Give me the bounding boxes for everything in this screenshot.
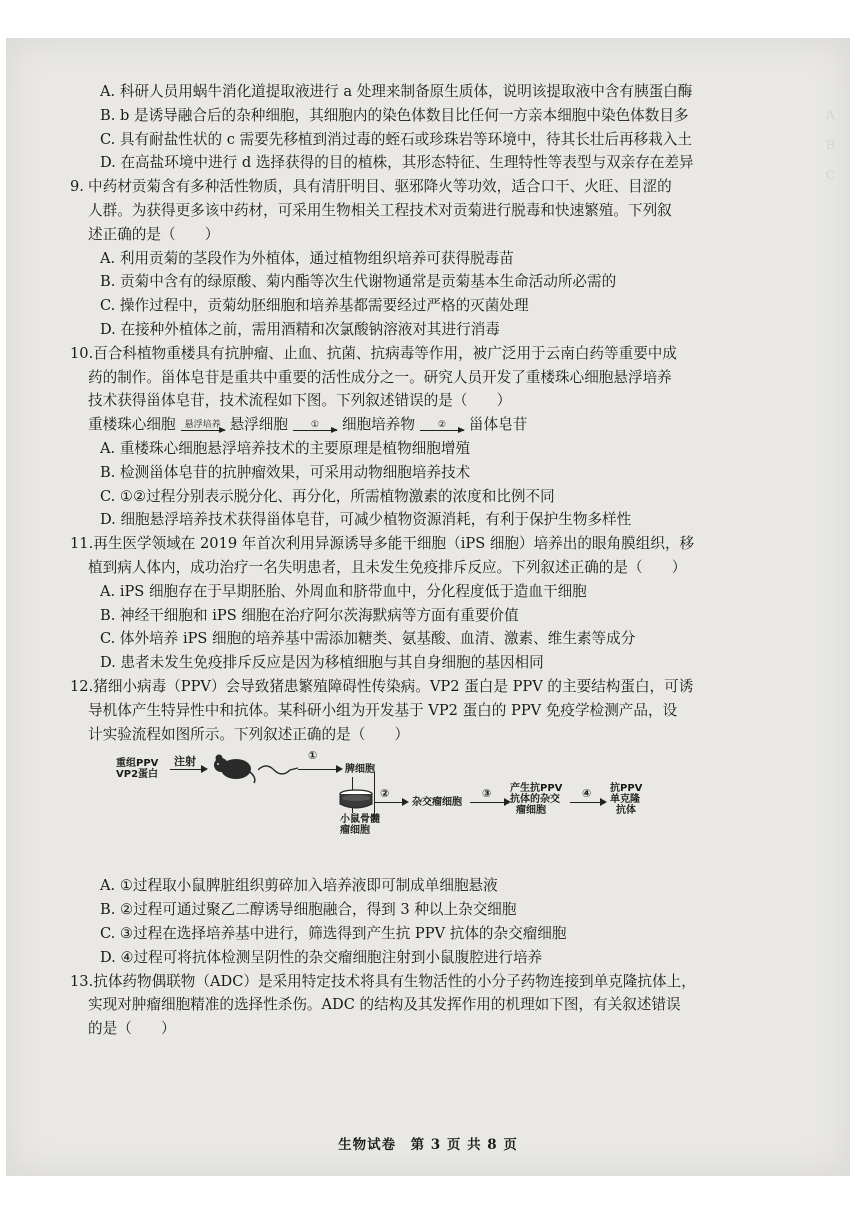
step-1-arrow	[298, 769, 338, 770]
q12-stem-line-2: 导机体产生特异性中和抗体。某科研小组为开发基于 VP2 蛋白的 PPV 免疫学检测产品，设	[88, 701, 678, 719]
wavy-line-icon	[258, 762, 298, 776]
q11-number: 11.	[70, 535, 94, 553]
q9-number: 9.	[70, 178, 84, 196]
question-content	[70, 80, 770, 1041]
step-4-arrow	[570, 802, 602, 803]
anti-ppv-hybridoma-3: 瘤细胞	[516, 805, 546, 817]
bleed-through-mark: B	[826, 138, 835, 152]
q9-stem-line-1	[70, 175, 770, 199]
q13-stem-line-1	[70, 970, 770, 994]
monoclonal-label-1: 抗PPV	[610, 783, 643, 795]
q12-stem-line-3: 计实验流程如图所示。下列叙述正确的是（ ）	[88, 725, 410, 743]
q10-process-flow	[70, 413, 770, 437]
step-2-label: ②	[380, 787, 390, 801]
step-1-label: ①	[308, 749, 318, 763]
exam-page	[6, 38, 850, 1176]
flow-step-4: 甾体皂苷	[468, 416, 528, 434]
q12-option-d: D. ④过程可将抗体检测呈阴性的杂交瘤细胞注射到小鼠腹腔进行培养	[100, 948, 543, 966]
bleed-through-mark: C	[826, 168, 836, 182]
monoclonal-label-2: 单克隆	[610, 794, 640, 806]
diagram-inject-label: 注射	[174, 755, 196, 769]
q13-number: 13.	[70, 972, 94, 990]
arrow-head-icon	[336, 765, 343, 773]
q10-number: 10.	[70, 344, 94, 362]
q9-option-a: A. 利用贡菊的茎段作为外植体，通过植物组织培养可获得脱毒苗	[100, 249, 514, 267]
arrow-icon	[420, 430, 464, 431]
diagram-antigen-label-2: VP2蛋白	[116, 769, 159, 781]
myeloma-label-2: 瘤细胞	[340, 825, 370, 837]
q11-option-c: C. 体外培养 iPS 细胞的培养基中需添加糖类、氨基酸、血清、激素、维生素等成分	[100, 630, 636, 648]
q11-option-d: D. 患者未发生免疫排斥反应是因为移植细胞与其自身细胞的基因相同	[100, 654, 544, 672]
myeloma-label-1: 小鼠骨髓	[340, 814, 380, 826]
q10-stem-text: 百合科植物重楼具有抗肿瘤、止血、抗菌、抗病毒等作用，被广泛用于云南白药等重要中成	[93, 344, 677, 362]
arrow-head-icon	[600, 798, 607, 806]
q9-stem-text: 中药材贡菊含有多种活性物质，具有清肝明目、驱邪降火等功效，适合口干、火旺、目涩的	[88, 178, 672, 196]
monoclonal-label-3: 抗体	[616, 805, 636, 817]
flow-arrow-2	[293, 420, 337, 431]
q11-stem-text: 再生医学领域在 2019 年首次利用异源诱导多能干细胞（iPS 细胞）培养出的眼角膜组织，移	[93, 535, 695, 553]
q13-stem-text: 抗体药物偶联物（ADC）是采用特定技术将具有生物活性的小分子药物连接到单克隆抗体上，	[93, 972, 696, 990]
q12-stem-text: 猪细小病毒（PPV）会导致猪患繁殖障碍性传染病。VP2 蛋白是 PPV 的主要结构蛋白，可诱	[93, 677, 694, 695]
step-3-arrow	[470, 802, 506, 803]
arrow-icon	[181, 430, 225, 431]
flow-step-2: 悬浮细胞	[229, 416, 288, 434]
step-2-arrow	[374, 802, 404, 803]
q10-option-a: A. 重楼珠心细胞悬浮培养技术的主要原理是植物细胞增殖	[100, 439, 471, 457]
q8-option-a: A. 科研人员用蜗牛消化道提取液进行 a 处理来制备原生质体，说明该提取液中含有胰蛋白酶	[100, 83, 693, 100]
arrow-icon	[293, 430, 337, 431]
q10-stem-line-3: 技术获得甾体皂苷，技术流程如下图。下列叙述错误的是（ ）	[88, 392, 512, 410]
q9-stem-line-3: 述正确的是（ ）	[88, 225, 220, 243]
q10-stem-line-1	[70, 342, 770, 366]
q11-option-a: A. iPS 细胞存在于早期胚胎、外周血和脐带血中，分化程度低于造血干细胞	[100, 582, 587, 600]
q13-stem-line-2: 实现对肿瘤细胞精准的选择性杀伤。ADC 的结构及其发挥作用的机理如下图，有关叙述错误	[88, 996, 681, 1014]
flow-step-3: 细胞培养物	[341, 416, 415, 434]
q9-option-d: D. 在接种外植体之前，需用酒精和次氯酸钠溶液对其进行消毒	[100, 320, 500, 338]
culture-dish-icon	[338, 788, 374, 812]
arrow-head-icon	[201, 765, 208, 773]
q11-stem-line-2: 植到病人体内，成功治疗一名失明患者，且未发生免疫排斥反应。下列叙述正确的是（ ）	[88, 558, 687, 576]
bleed-through-mark: A	[826, 108, 835, 122]
page-footer: 生物试卷 第 3 页 共 8 页	[338, 1137, 518, 1153]
hybridoma-label: 杂交瘤细胞	[412, 797, 462, 809]
flow-arrow-2-label: ①	[310, 419, 319, 430]
arrow-head-icon	[402, 798, 409, 806]
step-3-label: ③	[482, 787, 492, 801]
anti-ppv-hybridoma-1: 产生抗PPV	[510, 783, 563, 795]
q12-option-a: A. ①过程取小鼠脾脏组织剪碎加入培养液即可制成单细胞悬液	[100, 877, 498, 895]
q12-option-b: B. ②过程可通过聚乙二醇诱导细胞融合，得到 3 种以上杂交细胞	[100, 901, 517, 919]
q8-option-c: C. 具有耐盐性状的 c 需要先移植到消过毒的蛭石或珍珠岩等环境中，待其长壮后再移栽入土	[100, 130, 692, 148]
mouse-icon	[210, 750, 258, 784]
q11-option-b: B. 神经干细胞和 iPS 细胞在治疗阿尔茨海默病等方面有重要价值	[100, 606, 519, 624]
flow-arrow-1-label: 悬浮培养	[184, 419, 221, 430]
q10-option-c: C. ①②过程分别表示脱分化、再分化，所需植物激素的浓度和比例不同	[100, 487, 555, 505]
spleen-cell-label: 脾细胞	[345, 764, 375, 776]
flow-arrow-3-label: ②	[437, 419, 446, 430]
q8-option-b: B. b 是诱导融合后的杂种细胞，其细胞内的染色体数目比任何一方亲本细胞中染色体数目多	[100, 106, 689, 124]
q9-option-c: C. 操作过程中，贡菊幼胚细胞和培养基都需要经过严格的灭菌处理	[100, 297, 529, 315]
q12-option-c: C. ③过程在选择培养基中进行，筛选得到产生抗 PPV 抗体的杂交瘤细胞	[100, 924, 567, 942]
anti-ppv-hybridoma-2: 抗体的杂交	[510, 794, 560, 806]
q12-stem-line-1	[70, 675, 770, 699]
q10-option-d: D. 细胞悬浮培养技术获得甾体皂苷，可减少植物资源消耗，有利于保护生物多样性	[100, 511, 632, 529]
step-4-label: ④	[582, 787, 592, 801]
q10-option-b: B. 检测甾体皂苷的抗肿瘤效果，可采用动物细胞培养技术	[100, 463, 471, 481]
q9-option-b: B. 贡菊中含有的绿原酸、菊内酯等次生代谢物通常是贡菊基本生命活动所必需的	[100, 273, 617, 291]
diagram-antigen-label-1: 重组PPV	[116, 758, 159, 770]
q9-stem-line-2: 人群。为获得更多该中药材，可采用生物相关工程技术对贡菊进行脱毒和快速繁殖。下列叙	[88, 201, 672, 219]
q8-option-d: D. 在高盐环境中进行 d 选择获得的目的植株，其形态特征、生理特性等表型与双亲存在差异	[100, 154, 694, 172]
q11-stem-line-1	[70, 532, 770, 556]
flow-arrow-1	[181, 420, 225, 431]
flow-arrow-3	[420, 420, 464, 431]
merge-bracket	[374, 772, 375, 820]
q12-number: 12.	[70, 677, 94, 695]
q10-stem-line-2: 药的制作。甾体皂苷是重共中重要的活性成分之一。研究人员开发了重楼珠心细胞悬浮培养	[88, 368, 672, 386]
q12-experiment-diagram	[70, 750, 770, 868]
q13-stem-line-3: 的是（ ）	[88, 1020, 176, 1038]
inject-arrow	[170, 769, 202, 770]
flow-step-1: 重楼珠心细胞	[88, 416, 176, 434]
